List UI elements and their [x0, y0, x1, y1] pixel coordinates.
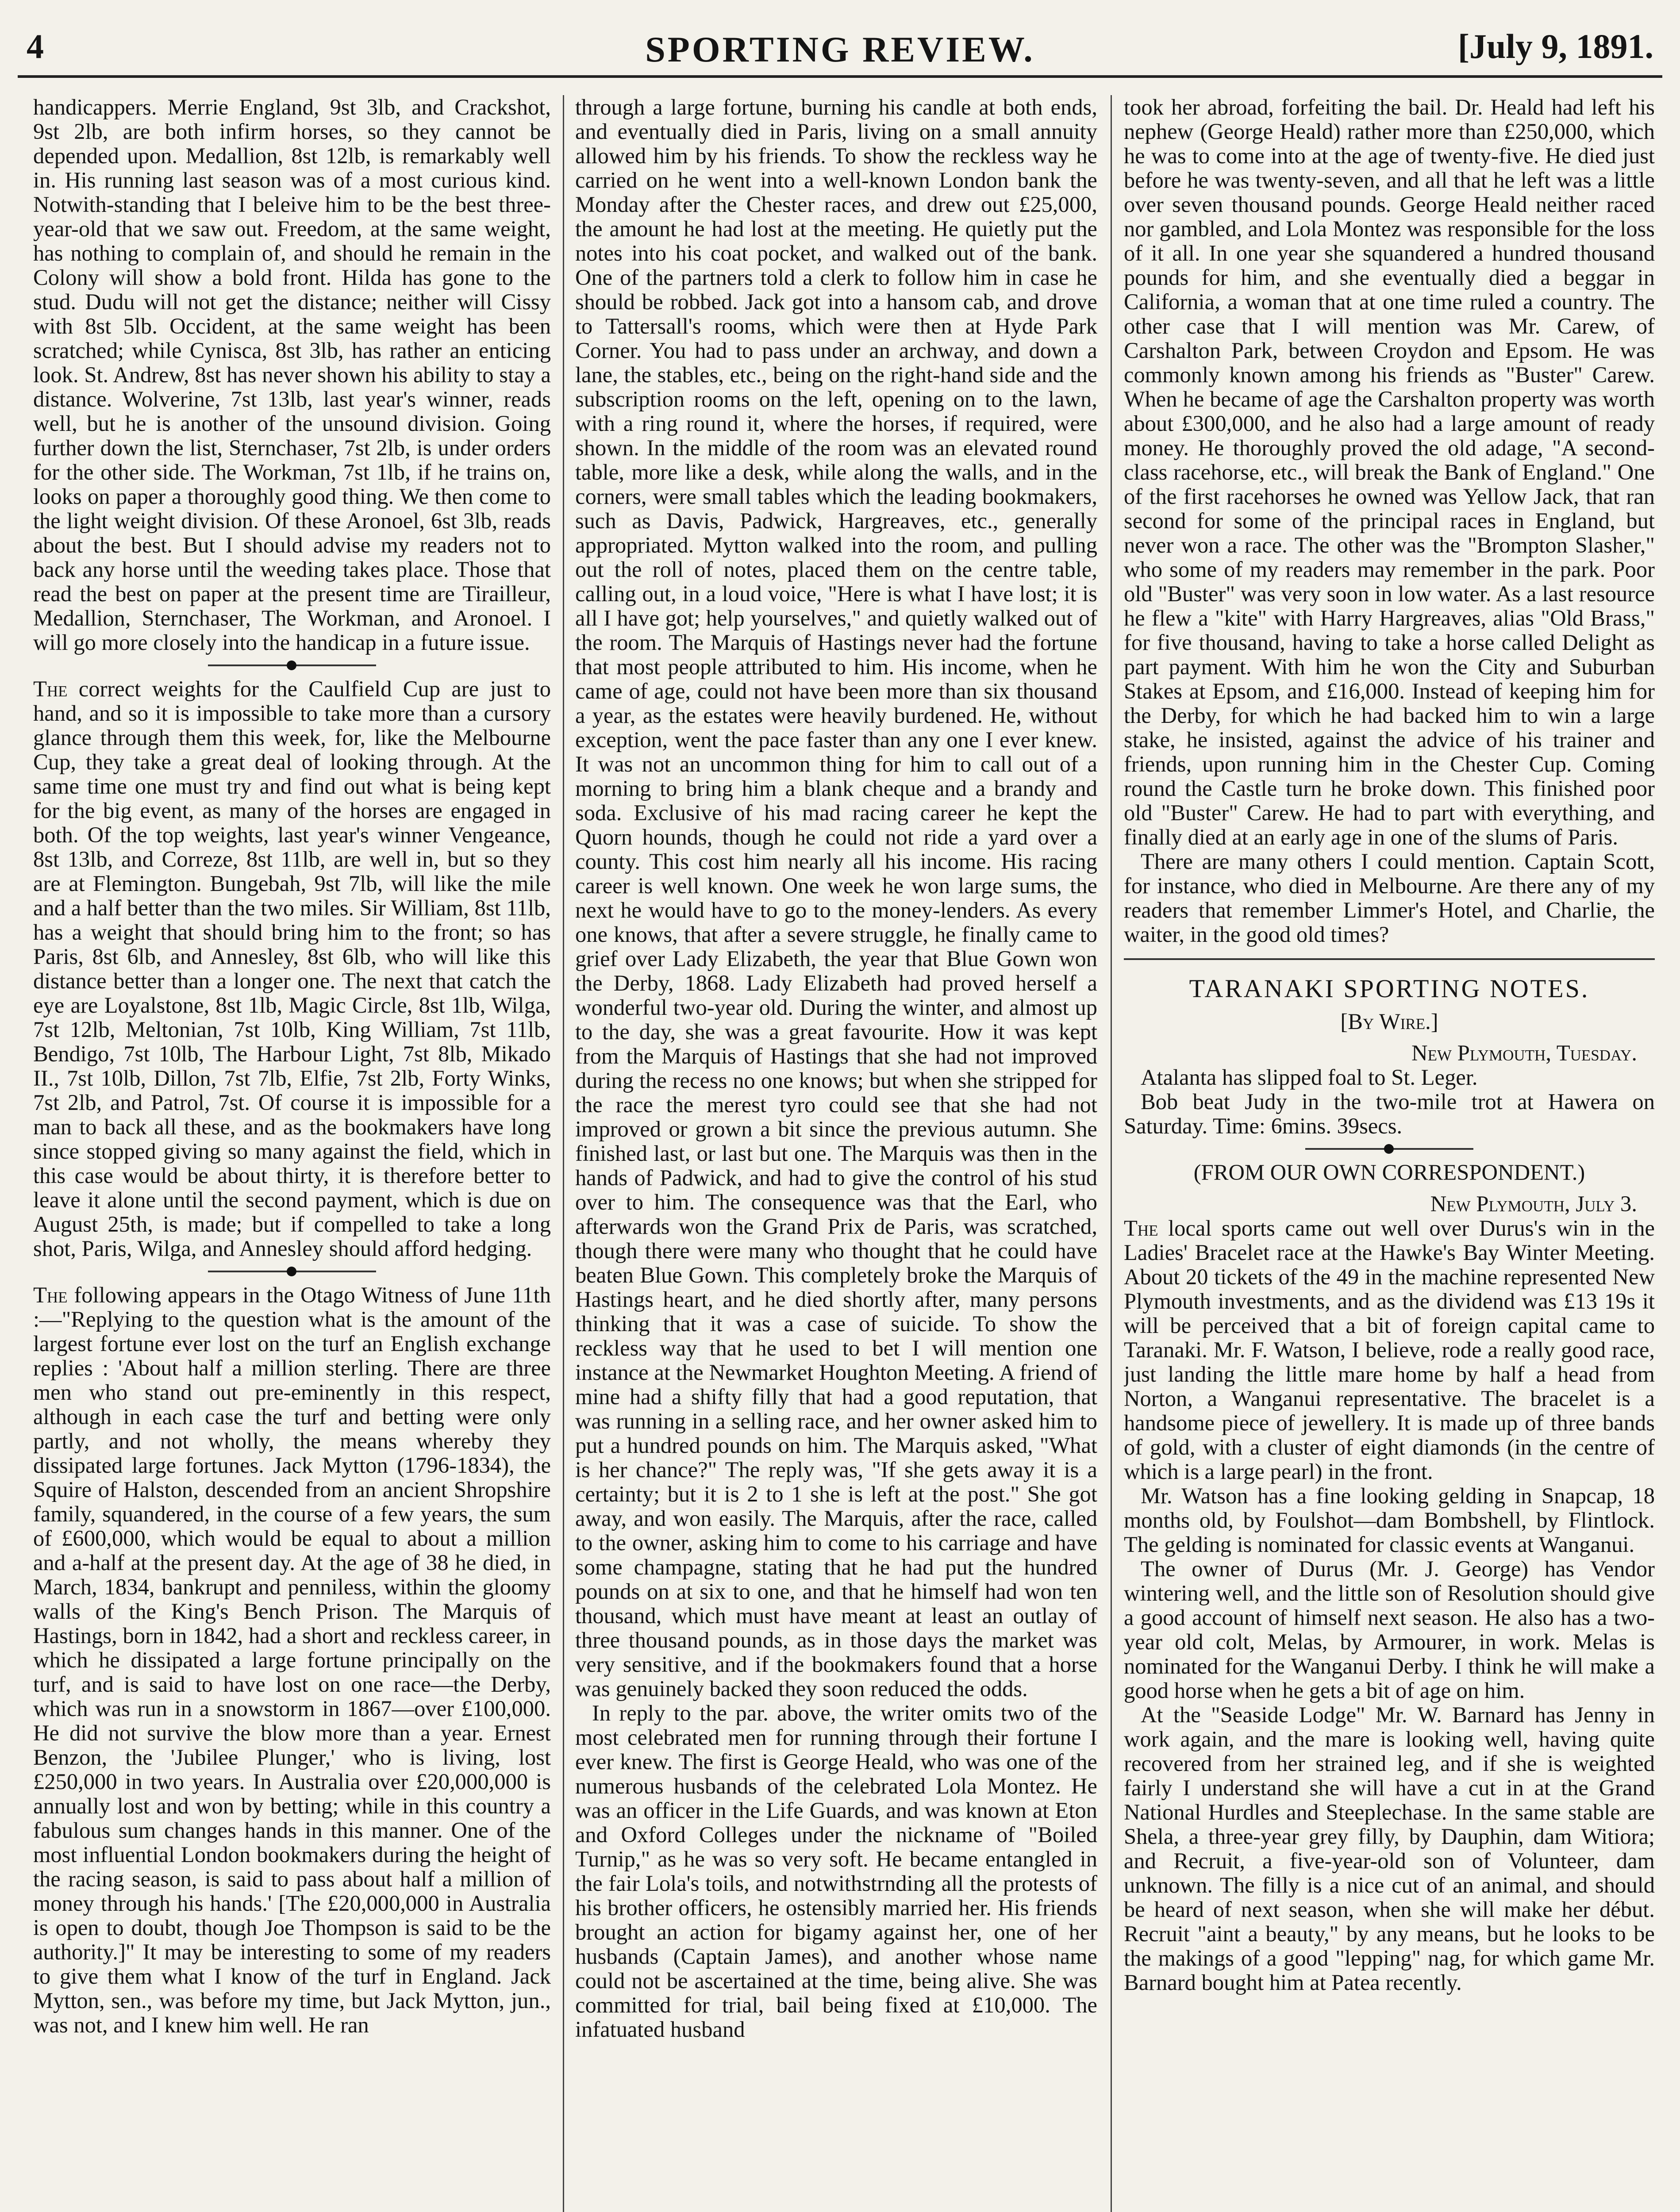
- page-number: 4: [27, 27, 44, 65]
- mytton-hastings-paragraph: through a large fortune, burning his candle at both ends, and eventually died in Paris, living on a small annuity allowed him by his friends. To show the reckless way he carried on he went into a well-known London bank the Monday after the Chester races, and drew out £25,000, the amount he had lost at the meeting. He quietly put the notes into his coat pocket, and walked out of the bank. One of the partners told a clerk to follow him in case he should be robbed. Jack got into a hansom cab, and drove to Tattersall's rooms, which were then at Hyde Park Corner. You had to pass under an archway, and down a lane, the stables, etc., being on the right-hand side and the subscription rooms on the left, opening on to the lawn, with a ring round it, where the horses, if required, were shown. In the middle of the room was an elevated round table, more like a desk, while along the walls, and in the corners, were small tables which the leading bookmakers, such as Davis, Padwick, Hargreaves, etc., generally appropriated. Mytton walked into the room, and pulling out the roll of notes, placed them on the centre table, calling out, in a loud voice, "Here is what I have lost; it is all I have got; help yourselves," and quietly walked out of the room. The Marquis of Hastings never had the fortune that most people attributed to him. His income, when he came of age, could not have been more than six thousand a year, as the estates were heavily burdened. He, without exception, went the pace faster than any one I ever knew. It was not an uncommon thing for him to call out of a morning to bring him a blank cheque and a brandy and soda. Exclusive of his mad racing career he kept the Quorn hounds, though he could not ride a yard over a county. This cost him nearly all his income. His racing career is well known. One week he won large sums, the next he would have to go to the money-lenders. As every one knows, that after a severe struggle, he finally came to grief over Lady Elizabeth, the year that Blue Gown won the Derby, 1868. Lady Elizabeth had proved herself a wonderful two-year old. During the winter, and almost up to the day, she was a great favourite. How it was kept from the Marquis of Hastings that she had not improved during the recess no one knows; but when she stripped for the race the merest tyro could see that she had not improved or grown a bit since the previous autumn. She finished last, or last but one. The Marquis was then in the hands of Padwick, and had to give the control of his stud over to him. The consequence was that the Earl, who afterwards won the Grand Prix de Paris, was scratched, though there were many who thought that he could have beaten Blue Gown. This completely broke the Marquis of Hastings heart, and he died shortly after, many persons thinking that it was a case of suicide. To show the reckless way that he used to bet I will mention one instance at the Newmarket Houghton Meeting. A friend of mine had a shifty filly that had a good reputation, that was running in a selling race, and her owner asked him to put a hundred pounds on him. The Marquis asked, "What is her chance?" The reply was, "If she gets away it is a certainty; but it is 2 to 1 she is left at the post." She got away, and won easily. The Marquis, after the race, called to the owner, asking him to come to his carriage and have some champagne, stating that he had put the hundred pounds on at six to one, and that he himself had won ten thousand, which must have meant at least an outlay of three thousand pounds, as in those days the market was very sensitive, and if the bookmakers found that a horse was genuinely backed they soon reduced the odds.: [575, 95, 1097, 1701]
- lead-word: The: [33, 1283, 68, 1307]
- vendor-paragraph: The owner of Durus (Mr. J. George) has Vendor wintering well, and the little son of Resolution should give a good account of himself next season. He also has a two-year old colt, Melas, by Armourer, in work. Melas is nominated for the Wanganui Derby. I think he will make a good horse when he gets a bit of age on him.: [1124, 1556, 1655, 1703]
- trot-paragraph: Bob beat Judy in the two-mile trot at Hawera on Saturday. Time: 6mins. 39secs.: [1124, 1089, 1655, 1138]
- section-separator: [208, 664, 376, 666]
- closing-paragraph: There are many others I could mention. Captain Scott, for instance, who died in Melbourne. Are there any of my readers that remember Limmer's Hotel, and Charlie, the waiter, in the good old times?: [1124, 849, 1655, 947]
- page-header: [18, 13, 1662, 78]
- correspondent-label: (FROM OUR OWN CORRESPONDENT.): [1193, 1160, 1585, 1185]
- paragraph-text: correct weights for the Caulfield Cup are just to hand, and so it is impossible to take more than a cursory glance through them this week, for, like the Melbourne Cup, they take a great deal of looking through. At the same time one must try and find out what is being kept for the big event, as many of the horses are engaged in both. Of the top weights, last year's winner Vengeance, 8st 13lb, and Correze, 8st 11lb, are well in, but so they are at Flemington. Bungebah, 9st 7lb, will like the mile and a half better than the two miles. Sir William, 8st 11lb, has a weight that should bring him to the front; so has Paris, 8st 6lb, and Annesley, 8st 6lb, who will like this distance better than a longer one. The next that catch the eye are Loyalstone, 8st 1lb, Magic Circle, 8st 1lb, Wilga, 7st 12lb, Meltonian, 7st 10lb, King William, 7st 11lb, Bendigo, 7st 10lb, The Harbour Light, 7st 8lb, Mikado II., 7st 10lb, Dillon, 7st 7lb, Elfie, 7st 2lb, Forty Winks, 7st 2lb, and Patrol, 7st. Of course it is impossible for a man to back all these, and as the bookmakers have long since stopped giving so many against the field, which in this case would be about thirty, it is therefore better to leave it alone until the second payment, which is due on August 25th, is made; but if compelled to take a long shot, Paris, Wilga, and Annesley should afford hedging.: [33, 676, 551, 1261]
- column-3: [1124, 95, 1655, 2212]
- dateline: New Plymouth, Tuesday.: [1411, 1041, 1637, 1065]
- section-rule: [1124, 958, 1655, 960]
- otago-witness-paragraph: [33, 1283, 551, 2037]
- issue-date: [July 9, 1891.: [1457, 27, 1653, 65]
- dateline: New Plymouth, July 3.: [1430, 1191, 1637, 1216]
- section-heading: TARANAKI SPORTING NOTES.: [1189, 974, 1590, 1003]
- durus-paragraph: [1124, 1216, 1655, 1484]
- section-separator: [208, 1271, 376, 1272]
- by-wire-label: [By Wire.]: [1340, 1009, 1438, 1034]
- carew-paragraph: took her abroad, forfeiting the bail. Dr. Heald had left his nephew (George Heald) rather more than £250,000, which he was to come into at the age of twenty-five. He died just before he was twenty-seven, and all that he left was a little over seven thousand pounds. George Heald neither raced nor gambled, and Lola Montez was responsible for the loss of it all. In one year she squandered a hundred thousand pounds for him, and she eventually died a beggar in California, a woman that at one time ruled a country. The other case that I will mention was Mr. Carew, of Carshalton Park, between Croydon and Epsom. He was commonly known among his friends as "Buster" Carew. When he became of age the Carshalton property was worth about £300,000, and he also had a large amount of ready money. He thoroughly proved the old adage, "A second-class racehorse, etc., will break the Bank of England." One of the first racehorses he owned was Yellow Jack, that ran second for some of the principal races in England, but never won a race. The other was the "Brompton Slasher," who some of my readers may remember in the park. Poor old "Buster" was very soon in low water. As a last resource he flew a "kite" with Harry Hargreaves, alias "Old Brass," for five thousand, having to take a horse called Delight as part payment. With him he won the City and Suburban Stakes at Epsom, and £16,000. Instead of keeping him for the Derby, for which he had backed him to win a large stake, he insisted, against the advice of his trainer and friends, upon running him in the Chester Cup. Coming round the Castle turn he broke down. This finished poor old "Buster" Carew. He had to part with everything, and finally died at an early age in one of the slums of Paris.: [1124, 95, 1655, 849]
- section-separator: [1305, 1148, 1473, 1150]
- snapcap-paragraph: Mr. Watson has a fine looking gelding in Snapcap, 18 months old, by Foulshot—dam Bombshell, by Flintlock. The gelding is nominated for classic events at Wanganui.: [1124, 1483, 1655, 1557]
- caulfield-cup-weights-paragraph: [33, 677, 551, 1261]
- lead-word: The: [1124, 1216, 1158, 1240]
- seaside-lodge-paragraph: At the "Seaside Lodge" Mr. W. Barnard has Jenny in work again, and the mare is looking well, having quite recovered from her strained leg, and if she is weighted fairly I understand she will have a cut in at the Grand National Hurdles and Steeplechase. In the same stable are Shela, a three-year grey filly, by Dauphin, dam Witiora; and Recruit, a five-year-old son of Volunteer, dam unknown. The filly is a nice cut of an animal, and should be heard of next season, when she will make her début. Recruit "aint a beauty," by any means, but he looks to be the makings of a good "lepping" nag, for which game Mr. Barnard bought him at Patea recently.: [1124, 1702, 1655, 1995]
- column-1: [33, 95, 551, 2212]
- column-rule-2: [1111, 95, 1112, 2212]
- newspaper-title: SPORTING REVIEW.: [645, 29, 1035, 69]
- paragraph-text: following appears in the Otago Witness of June 11th :—"Replying to the question what is the amount of the largest fortune ever lost on the turf an English exchange replies : 'About half a million sterling. There are three men who stand out pre-eminently in this respect, although in each case the turf and betting were only partly, and not wholly, the means whereby they dissipated large fortunes. Jack Mytton (1796-1834), the Squire of Halston, descended from an ancient Shropshire family, squandered, in the course of a few years, the sum of £600,000, which would be equal to about a million and a-half at the present day. At the age of 38 he died, in March, 1834, bankrupt and penniless, within the gloomy walls of the King's Bench Prison. The Marquis of Hastings, born in 1842, had a short and reckless career, in which he dissipated a large fortune principally on the turf, and is said to have lost on one race—the Derby, which was run in a snowstorm in 1867—over £100,000. He did not survive the blow more than a year. Ernest Benzon, the 'Jubilee Plunger,' who is living, lost £250,000 in two years. In Australia over £20,000,000 is annually lost and won by betting; while in this country a fabulous sum changes hands in this manner. One of the most influential London bookmakers during the height of the racing season, is said to pass about half a million of money through his hands.' [The £20,000,000 in Australia is open to doubt, though Joe Thompson is said to be the authority.]" It may be interesting to some of my readers to give them what I know of the turf in England. Jack Mytton, sen., was before my time, but Jack Mytton, jun., was not, and I knew him well. He ran: [33, 1283, 551, 2037]
- column-2: [575, 95, 1097, 2212]
- heald-paragraph: In reply to the par. above, the writer omits two of the most celebrated men for running through their fortune I ever knew. The first is George Heald, who was one of the numerous husbands of the celebrated Lola Montez. He was an officer in the Life Guards, and was known at Eton and Oxford Colleges under the nickname of "Boiled Turnip," as he was so very soft. He became entangled in the fair Lola's toils, and notwithstrnding all the protests of his brother officers, he ostensibly married her. His friends brought an action for bigamy against her, one of her husbands (Captain James), and another whose name could not be ascertained at the time, being alive. She was committed for trial, bail being fixed at £10,000. The infatuated husband: [575, 1701, 1097, 2042]
- lead-word: The: [33, 676, 68, 701]
- column-rule-1: [563, 95, 564, 2212]
- paragraph-text: local sports came out well over Durus's win in the Ladies' Bracelet race at the Hawke's Bay Winter Meeting. About 20 tickets of the 49 in the machine represented New Plymouth investments, and as the dividend was £13 19s it will be perceived that a bit of foreign capital came to Taranaki. Mr. F. Watson, I believe, rode a really good race, just landing the little mare home by half a head from Norton, a Wanganui representative. The bracelet is a handsome piece of jewellery. It is made up of three bands of gold, with a cluster of eight diamonds (in the centre of which is a large pearl) in the front.: [1124, 1216, 1655, 1484]
- atalanta-paragraph: Atalanta has slipped foal to St. Leger.: [1141, 1065, 1478, 1090]
- caulfield-handicap-paragraph: handicappers. Merrie England, 9st 3lb, and Crackshot, 9st 2lb, are both infirm horses, so they cannot be depended upon. Medallion, 8st 12lb, is remarkably well in. His running last season was of a most curious kind. Notwith-standing that I beleive him to be the best three-year-old that we saw out. Freedom, at the same weight, has nothing to complain of, and should he remain in the Colony will show a bold front. Hilda has gone to the stud. Dudu will not get the distance; neither will Cissy with 8st 5lb. Occident, at the same weight has been scratched; while Cynisca, 8st 3lb, has rather an enticing look. St. Andrew, 8st has never shown his ability to stay a distance. Wolverine, 7st 13lb, last year's winner, reads well, but he is another of the unsound division. Going further down the list, Sternchaser, 7st 2lb, is under orders for the other side. The Workman, 7st 1lb, if he trains on, looks on paper a thoroughly good thing. We then come to the light weight division. Of these Aronoel, 6st 3lb, reads about the best. But I should advise my readers not to back any horse until the weeding takes place. Those that read the best on paper at the present time are Tirailleur, Medallion, Sternchaser, The Workman, and Aronoel. I will go more closely into the handicap in a future issue.: [33, 95, 551, 655]
